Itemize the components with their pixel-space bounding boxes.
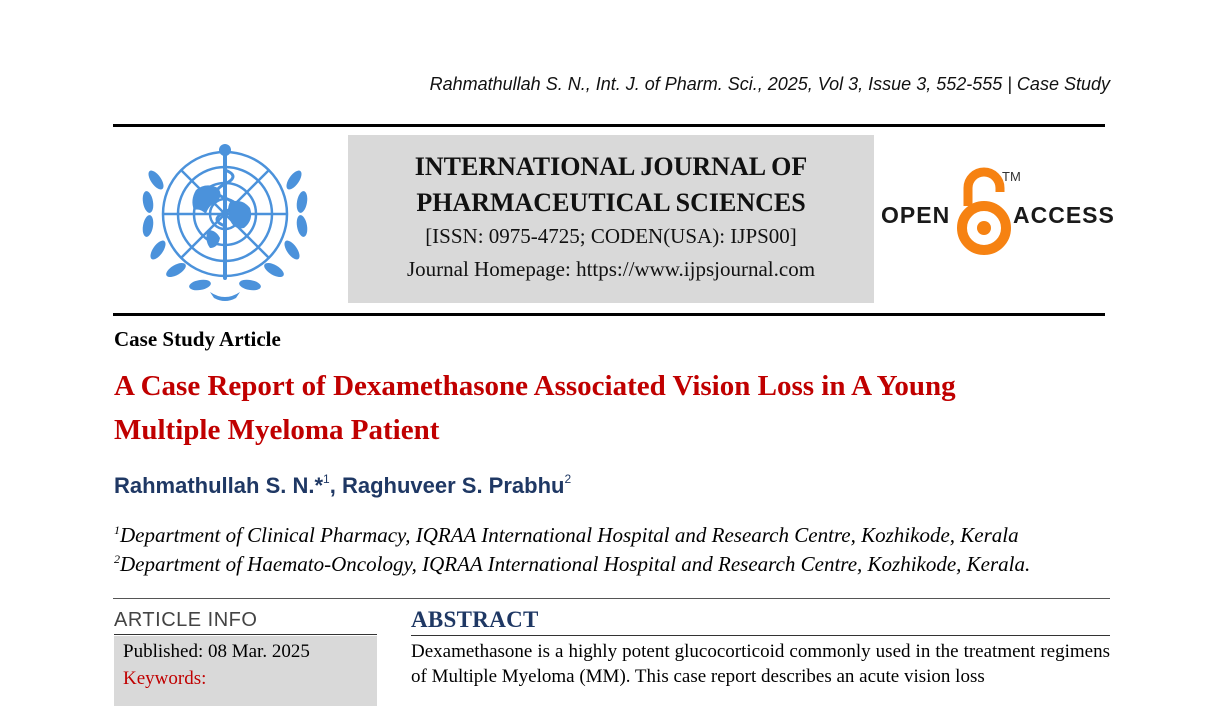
header-rule-top <box>113 124 1105 127</box>
article-type: Case Study Article <box>114 327 281 351</box>
abstract-rule <box>411 635 1110 636</box>
affiliation <box>114 523 1019 548</box>
author-separator: , <box>329 473 342 498</box>
abstract-heading: ABSTRACT <box>411 607 539 632</box>
affiliation-text: Department of Haemato-Oncology, IQRAA International Hospital and Research Centre, Kozhikode, Kerala. <box>120 552 1031 576</box>
keywords-label: Keywords: <box>123 668 207 689</box>
author-affiliation-sup: 2 <box>564 471 572 486</box>
article-title <box>114 364 1104 452</box>
affiliation-sup: 1 <box>114 523 120 537</box>
journal-homepage[interactable]: Journal Homepage: https://www.ijpsjournal.com <box>406 257 816 281</box>
journal-issn: [ISSN: 0975-4725; CODEN(USA): IJPS00] <box>425 224 797 248</box>
section-divider <box>113 598 1110 599</box>
open-access-logo <box>878 160 1115 256</box>
affiliation-text: Department of Clinical Pharmacy, IQRAA International Hospital and Research Centre, Kozhikode, Kerala <box>120 523 1019 547</box>
running-header: Rahmathullah S. N., Int. J. of Pharm. Sci., 2025, Vol 3, Issue 3, 552-555 | Case Study <box>429 74 1110 94</box>
abstract-text: Dexamethasone is a highly potent glucocorticoid commonly used in the treatment regimens of Multiple Myeloma (MM). This case report describes an acute vision loss <box>411 641 1110 687</box>
author-name: Raghuveer S. Prabhu <box>341 473 565 498</box>
journal-name-line2: PHARMACEUTICAL SCIENCES <box>416 188 806 217</box>
author-list <box>114 473 571 499</box>
author-affiliation-sup: 1 <box>323 471 330 486</box>
affiliation-sup: 2 <box>114 552 120 566</box>
article-title-line2: Multiple Myeloma Patient <box>114 414 440 446</box>
open-access-word-open: OPEN <box>881 202 951 228</box>
open-access-word-access: ACCESS <box>1013 202 1115 228</box>
article-info-rule <box>114 634 377 635</box>
journal-name-line1: INTERNATIONAL JOURNAL OF <box>414 152 808 181</box>
journal-masthead <box>348 135 874 303</box>
trademark-mark: TM <box>1002 169 1021 184</box>
journal-emblem-logo <box>126 140 324 304</box>
author-name: Rahmathullah S. N.* <box>114 473 324 498</box>
article-info-heading: ARTICLE INFO <box>114 609 258 631</box>
published-date: Published: 08 Mar. 2025 <box>123 641 310 662</box>
article-title-line1: A Case Report of Dexamethasone Associated Vision Loss in A Young <box>114 370 956 402</box>
header-rule-bottom <box>113 313 1105 316</box>
article-info-box <box>114 636 377 706</box>
affiliation <box>114 552 1030 577</box>
